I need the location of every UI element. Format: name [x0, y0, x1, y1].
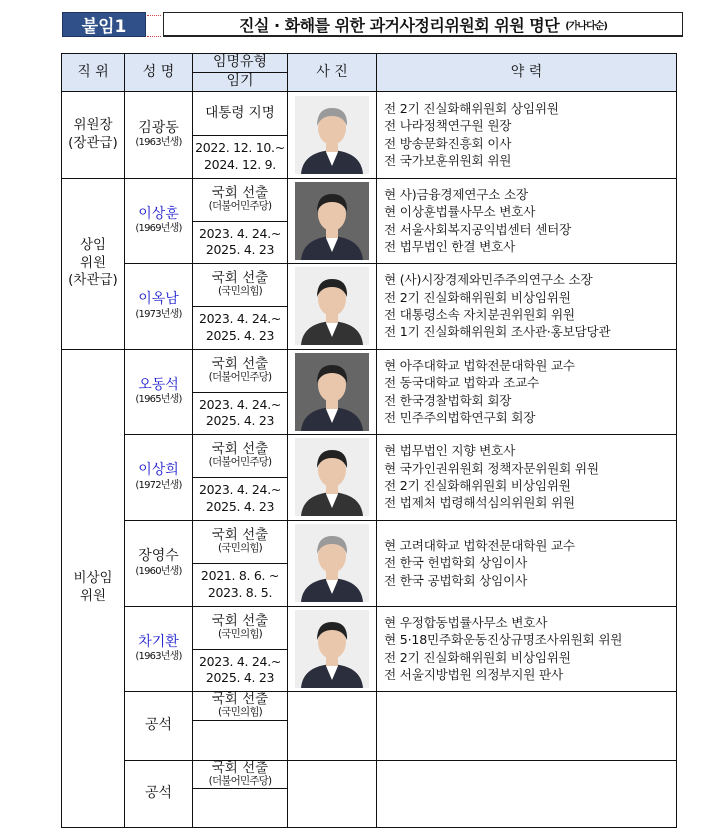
name-cell [125, 91, 193, 178]
career-cell [377, 760, 677, 827]
party-name: (더불어민주당) [208, 456, 272, 469]
table-row [62, 760, 677, 788]
page-title-box [163, 12, 683, 37]
photo-cell [288, 691, 377, 760]
table-row [62, 606, 677, 649]
career-item: 전 2기 진실화해위원회 비상임위원 [384, 649, 571, 665]
career-item: 전 1기 진실화해위원회 조사관·홍보담당관 [384, 324, 611, 340]
career-item: 현 사)금융경제연구소 소장 [384, 186, 528, 202]
term-date: 2023. 4. 24.~ [198, 225, 282, 241]
birth-year: (1973년생) [135, 308, 182, 320]
birth-year: (1963년생) [135, 137, 182, 148]
career-item: 전 대통령소속 자치분권위원회 위원 [384, 307, 575, 322]
header-name: 성 명 [125, 54, 193, 92]
position-label: (장관급) [68, 134, 118, 151]
term-cell [193, 788, 288, 827]
career-item: 전 동국대학교 법학과 조교수 [384, 375, 539, 391]
term-cell [193, 477, 288, 520]
career-item: 전 2기 진실화해위원회 비상임위원 [384, 289, 571, 305]
career-item: 전 한국경찰법학회 회장 [384, 392, 512, 408]
career-item: 현 이상훈법률사무소 변호사 [384, 204, 536, 220]
career-cell [377, 606, 677, 691]
table-row [62, 91, 677, 135]
position-label: 상임 [79, 237, 107, 254]
term-cell [193, 392, 288, 434]
appointment-type-cell [193, 91, 288, 135]
member-photo [288, 267, 376, 345]
appointment-type: 대통령 지명 [205, 104, 275, 121]
career-item: 전 민주주의법학연구회 회장 [384, 409, 536, 425]
position-cell [62, 349, 125, 827]
appointment-type-cell [193, 434, 288, 477]
term-date: 2024. 12. 9. [204, 156, 276, 172]
birth-year: (1969년생) [135, 223, 182, 234]
career-item: 전 나라정책연구원 원장 [384, 118, 512, 134]
position-label: 위원장 [73, 116, 113, 133]
member-photo [288, 438, 376, 516]
photo-cell [288, 760, 377, 827]
birth-year: (1972년생) [135, 479, 182, 491]
member-name: 차기환 [138, 633, 179, 650]
member-photo [288, 610, 376, 688]
term-date: 2025. 4. 23 [205, 413, 275, 428]
header-photo: 사 진 [288, 54, 377, 92]
appointment-type-cell [193, 760, 288, 788]
member-photo [288, 353, 376, 431]
birth-year: (1965년생) [135, 394, 182, 405]
member-name: 오동석 [138, 376, 179, 393]
career-cell [377, 434, 677, 520]
appointment-type: 국회 선출 [211, 185, 269, 202]
career-item: 전 방송문화진흥회 이사 [384, 135, 512, 151]
appointment-type-cell [193, 520, 288, 563]
term-date: 2023. 4. 24.~ [198, 653, 282, 669]
term-date: 2025. 4. 23 [205, 670, 275, 685]
appointment-type-cell [193, 349, 288, 392]
party-name: (더불어민주당) [208, 200, 272, 213]
term-date: 2025. 4. 23 [205, 242, 275, 257]
appointment-type: 국회 선출 [211, 613, 269, 630]
photo-cell [288, 263, 377, 349]
name-cell [125, 434, 193, 520]
appointment-type-cell [193, 263, 288, 306]
career-item: 전 법무법인 한결 변호사 [384, 238, 516, 254]
member-name: 이상희 [138, 462, 179, 478]
career-item: 현 우정합동법률사무소 변호사 [384, 614, 548, 630]
name-cell [125, 263, 193, 349]
position-label: (차관급) [68, 272, 118, 289]
member-name: 공석 [144, 784, 173, 801]
photo-cell [288, 91, 377, 178]
appointment-type: 국회 선출 [211, 270, 269, 287]
photo-cell [288, 520, 377, 606]
party-name: (국민의힘) [218, 542, 262, 555]
term-date: 2025. 4. 23 [205, 498, 275, 514]
career-item: 전 한국 헌법학회 상임이사 [384, 555, 528, 571]
career-cell [377, 178, 677, 263]
photo-cell [288, 606, 377, 691]
party-name: (국민의힘) [218, 706, 262, 719]
term-date: 2023. 4. 24.~ [198, 311, 282, 327]
career-item: 전 법제처 법령해석심의위원회 위원 [384, 495, 575, 511]
table-row [62, 178, 677, 221]
name-cell [125, 520, 193, 606]
term-cell [193, 649, 288, 691]
divider [147, 36, 161, 37]
career-item: 전 2기 진실화해위원회 상임위원 [384, 100, 559, 116]
member-photo [288, 182, 376, 260]
career-item: 전 2기 진실화해위원회 비상임위원 [384, 478, 571, 493]
term-cell [193, 306, 288, 349]
header-type: 임명유형 [193, 54, 288, 73]
career-cell [377, 349, 677, 434]
party-name: (국민의힘) [218, 285, 262, 298]
member-photo [288, 96, 376, 174]
career-cell [377, 691, 677, 760]
term-date: 2023. 4. 24.~ [198, 396, 282, 412]
career-item: 전 서울사회복지공익법센터 센터장 [384, 221, 572, 237]
term-date: 2022. 12. 10.~ [195, 140, 285, 156]
career-item: 전 서울지방법원 의정부지원 판사 [384, 666, 563, 682]
career-cell [377, 263, 677, 349]
table-row [62, 520, 677, 563]
appointment-type: 국회 선출 [211, 356, 269, 373]
member-name: 공석 [144, 716, 173, 733]
career-item: 현 국가인권위원회 정책자문위원회 위원 [384, 460, 599, 476]
career-item: 현 5·18민주화운동진상규명조사위원회 위원 [384, 632, 623, 648]
career-item: 현 (사)시장경제와민주주의연구소 소장 [384, 272, 593, 288]
photo-cell [288, 178, 377, 263]
appointment-type-cell [193, 178, 288, 221]
page-title: 진실 · 화해를 위한 과거사정리위원회 위원 명단 [239, 15, 560, 35]
table-row [62, 434, 677, 477]
position-label: 위원 [79, 254, 107, 271]
term-cell [193, 135, 288, 178]
table-row [62, 691, 677, 720]
term-date: 2023. 4. 24.~ [198, 482, 282, 498]
name-cell [125, 349, 193, 434]
member-name: 이상훈 [138, 205, 179, 222]
position-cell [62, 178, 125, 349]
appointment-type-cell [193, 691, 288, 720]
career-item: 현 아주대학교 법학전문대학원 교수 [384, 357, 575, 373]
member-table [61, 53, 677, 828]
career-item: 전 한국 공법학회 상임이사 [384, 572, 528, 588]
appointment-type: 국회 선출 [211, 527, 269, 544]
birth-year: (1960년생) [135, 565, 182, 577]
header-term: 임기 [193, 73, 288, 92]
party-name: (더불어민주당) [208, 774, 272, 787]
name-cell [125, 178, 193, 263]
appointment-type: 국회 선출 [211, 441, 269, 458]
career-item: 현 고려대학교 법학전문대학원 교수 [384, 537, 575, 553]
term-date: 2025. 4. 23 [205, 327, 275, 343]
career-cell [377, 91, 677, 178]
position-cell [62, 91, 125, 178]
birth-year: (1963년생) [135, 651, 182, 662]
term-date: 2023. 8. 5. [207, 584, 273, 600]
member-photo [288, 524, 376, 602]
photo-cell [288, 434, 377, 520]
appointment-type-cell [193, 606, 288, 649]
appointment-type: 국회 선출 [211, 759, 269, 776]
party-name: (국민의힘) [218, 628, 262, 641]
title-note: (가나다순) [565, 20, 607, 32]
career-item: 전 국가보훈위원회 위원 [384, 152, 512, 168]
term-date: 2021. 8. 6. ~ [200, 568, 280, 584]
appointment-type: 국회 선출 [211, 691, 269, 708]
term-cell [193, 720, 288, 760]
name-cell [125, 691, 193, 760]
attachment-badge: 붙임1 [62, 12, 146, 37]
photo-cell [288, 349, 377, 434]
divider [147, 15, 161, 16]
career-item: 현 법무법인 지향 변호사 [384, 443, 516, 459]
party-name: (더불어민주당) [208, 371, 272, 384]
header-career: 약 력 [377, 54, 677, 92]
position-label: 위원 [79, 588, 107, 604]
member-name: 장영수 [138, 548, 179, 564]
name-cell [125, 760, 193, 827]
member-name: 김광동 [138, 119, 179, 136]
table-row [62, 349, 677, 392]
member-name: 이옥남 [138, 291, 179, 307]
name-cell [125, 606, 193, 691]
table-row [62, 263, 677, 306]
term-cell [193, 221, 288, 263]
career-cell [377, 520, 677, 606]
term-cell [193, 563, 288, 606]
header-position: 직 위 [62, 54, 125, 92]
position-label: 비상임 [73, 570, 113, 587]
